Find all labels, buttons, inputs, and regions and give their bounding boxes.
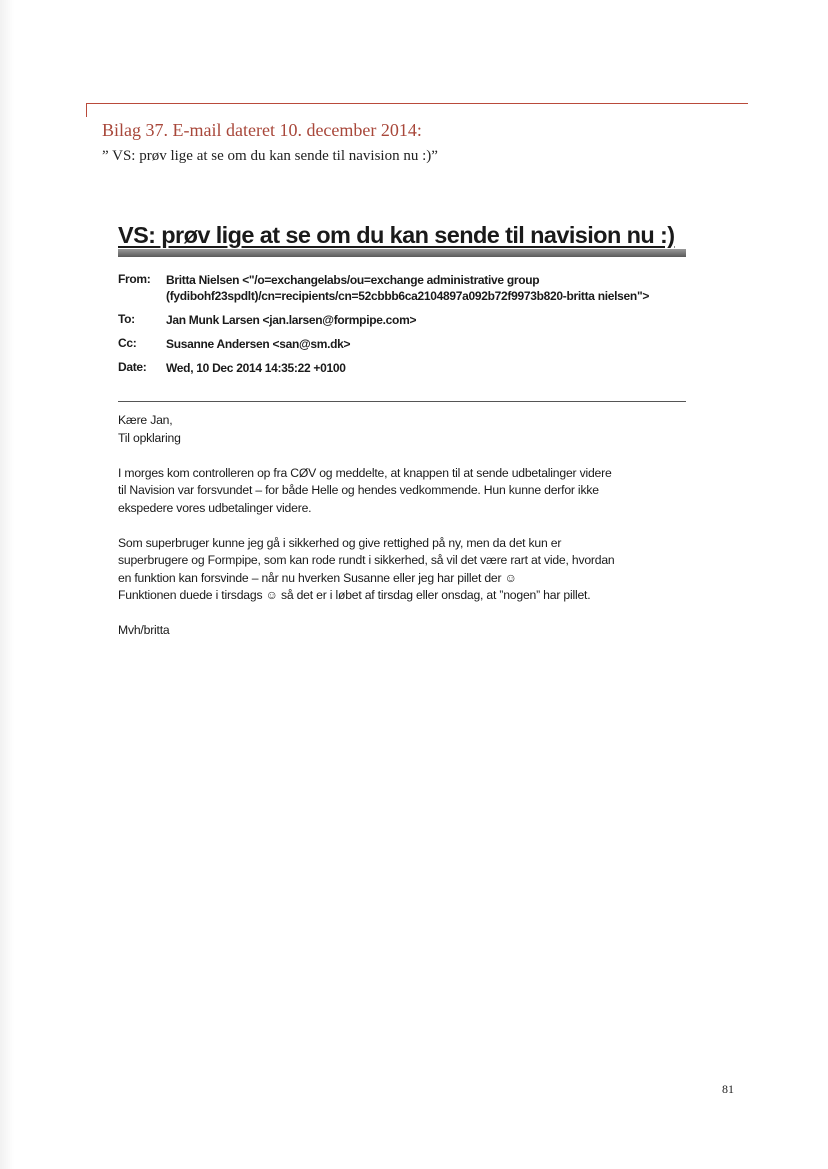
date-label: Date:	[118, 360, 147, 374]
body-divider	[118, 401, 686, 402]
date-row	[118, 360, 649, 376]
from-value-line: Britta Nielsen <"/o=exchangelabs/ou=exchange administrative group	[166, 273, 540, 287]
body-line: til Navision var forsvundet – for både Helle og hendes vedkommende. Hun kunne derfor ikke	[118, 483, 599, 497]
page-number: 81	[722, 1082, 734, 1096]
body-paragraph-1	[118, 465, 698, 518]
header-rule	[86, 103, 748, 104]
page-edge-shadow	[0, 0, 14, 1169]
signoff: Mvh/britta	[118, 623, 170, 637]
body-line: superbrugere og Formpipe, som kan rode rundt i sikkerhed, så vil det være rart at vide, hvordan	[118, 553, 615, 567]
body-line: Funktionen duede i tirsdags ☺ så det er i løbet af tirsdag eller onsdag, at ”nogen” har pillet.	[118, 588, 591, 602]
from-row	[118, 272, 649, 304]
body-line: Som superbruger kunne jeg gå i sikkerhed og give rettighed på ny, men da det kun er	[118, 535, 562, 550]
intro: Til opklaring	[118, 430, 181, 445]
body-line: en funktion kan forsvinde – når nu hverken Susanne eller jeg har pillet der ☺	[118, 570, 517, 585]
email-subject: VS: prøv lige at se om du kan sende til navision nu :)	[118, 222, 675, 248]
from-label: From:	[118, 272, 151, 286]
email-body	[118, 412, 698, 657]
from-value-line: (fydibohf23spdlt)/cn=recipients/cn=52cbbb6ca2104897a092b72f9973b820-britta nielsen">	[166, 289, 650, 303]
to-label: To:	[118, 312, 135, 326]
body-line: ekspedere vores udbetalinger videre.	[118, 500, 312, 515]
greeting-paragraph	[118, 412, 698, 447]
body-paragraph-2	[118, 535, 698, 605]
greeting: Kære Jan,	[118, 413, 173, 427]
cc-label: Cc:	[118, 336, 137, 350]
appendix-subtitle: ” VS: prøv lige at se om du kan sende til navision nu :)”	[102, 148, 438, 164]
email-header-block	[118, 272, 649, 384]
cc-value: Susanne Andersen <san@sm.dk>	[166, 337, 351, 351]
date-value: Wed, 10 Dec 2014 14:35:22 +0100	[166, 361, 346, 375]
header-rule-tick	[86, 103, 87, 117]
to-row	[118, 312, 649, 328]
cc-row	[118, 336, 649, 352]
signoff-paragraph	[118, 622, 698, 640]
appendix-title: Bilag 37. E-mail dateret 10. december 2014:	[102, 120, 422, 140]
body-line: I morges kom controlleren op fra CØV og meddelte, at knappen til at sende udbetalinger videre	[118, 465, 612, 480]
to-value: Jan Munk Larsen <jan.larsen@formpipe.com>	[166, 313, 417, 327]
from-value	[166, 272, 649, 304]
subject-divider-bar	[118, 249, 686, 257]
